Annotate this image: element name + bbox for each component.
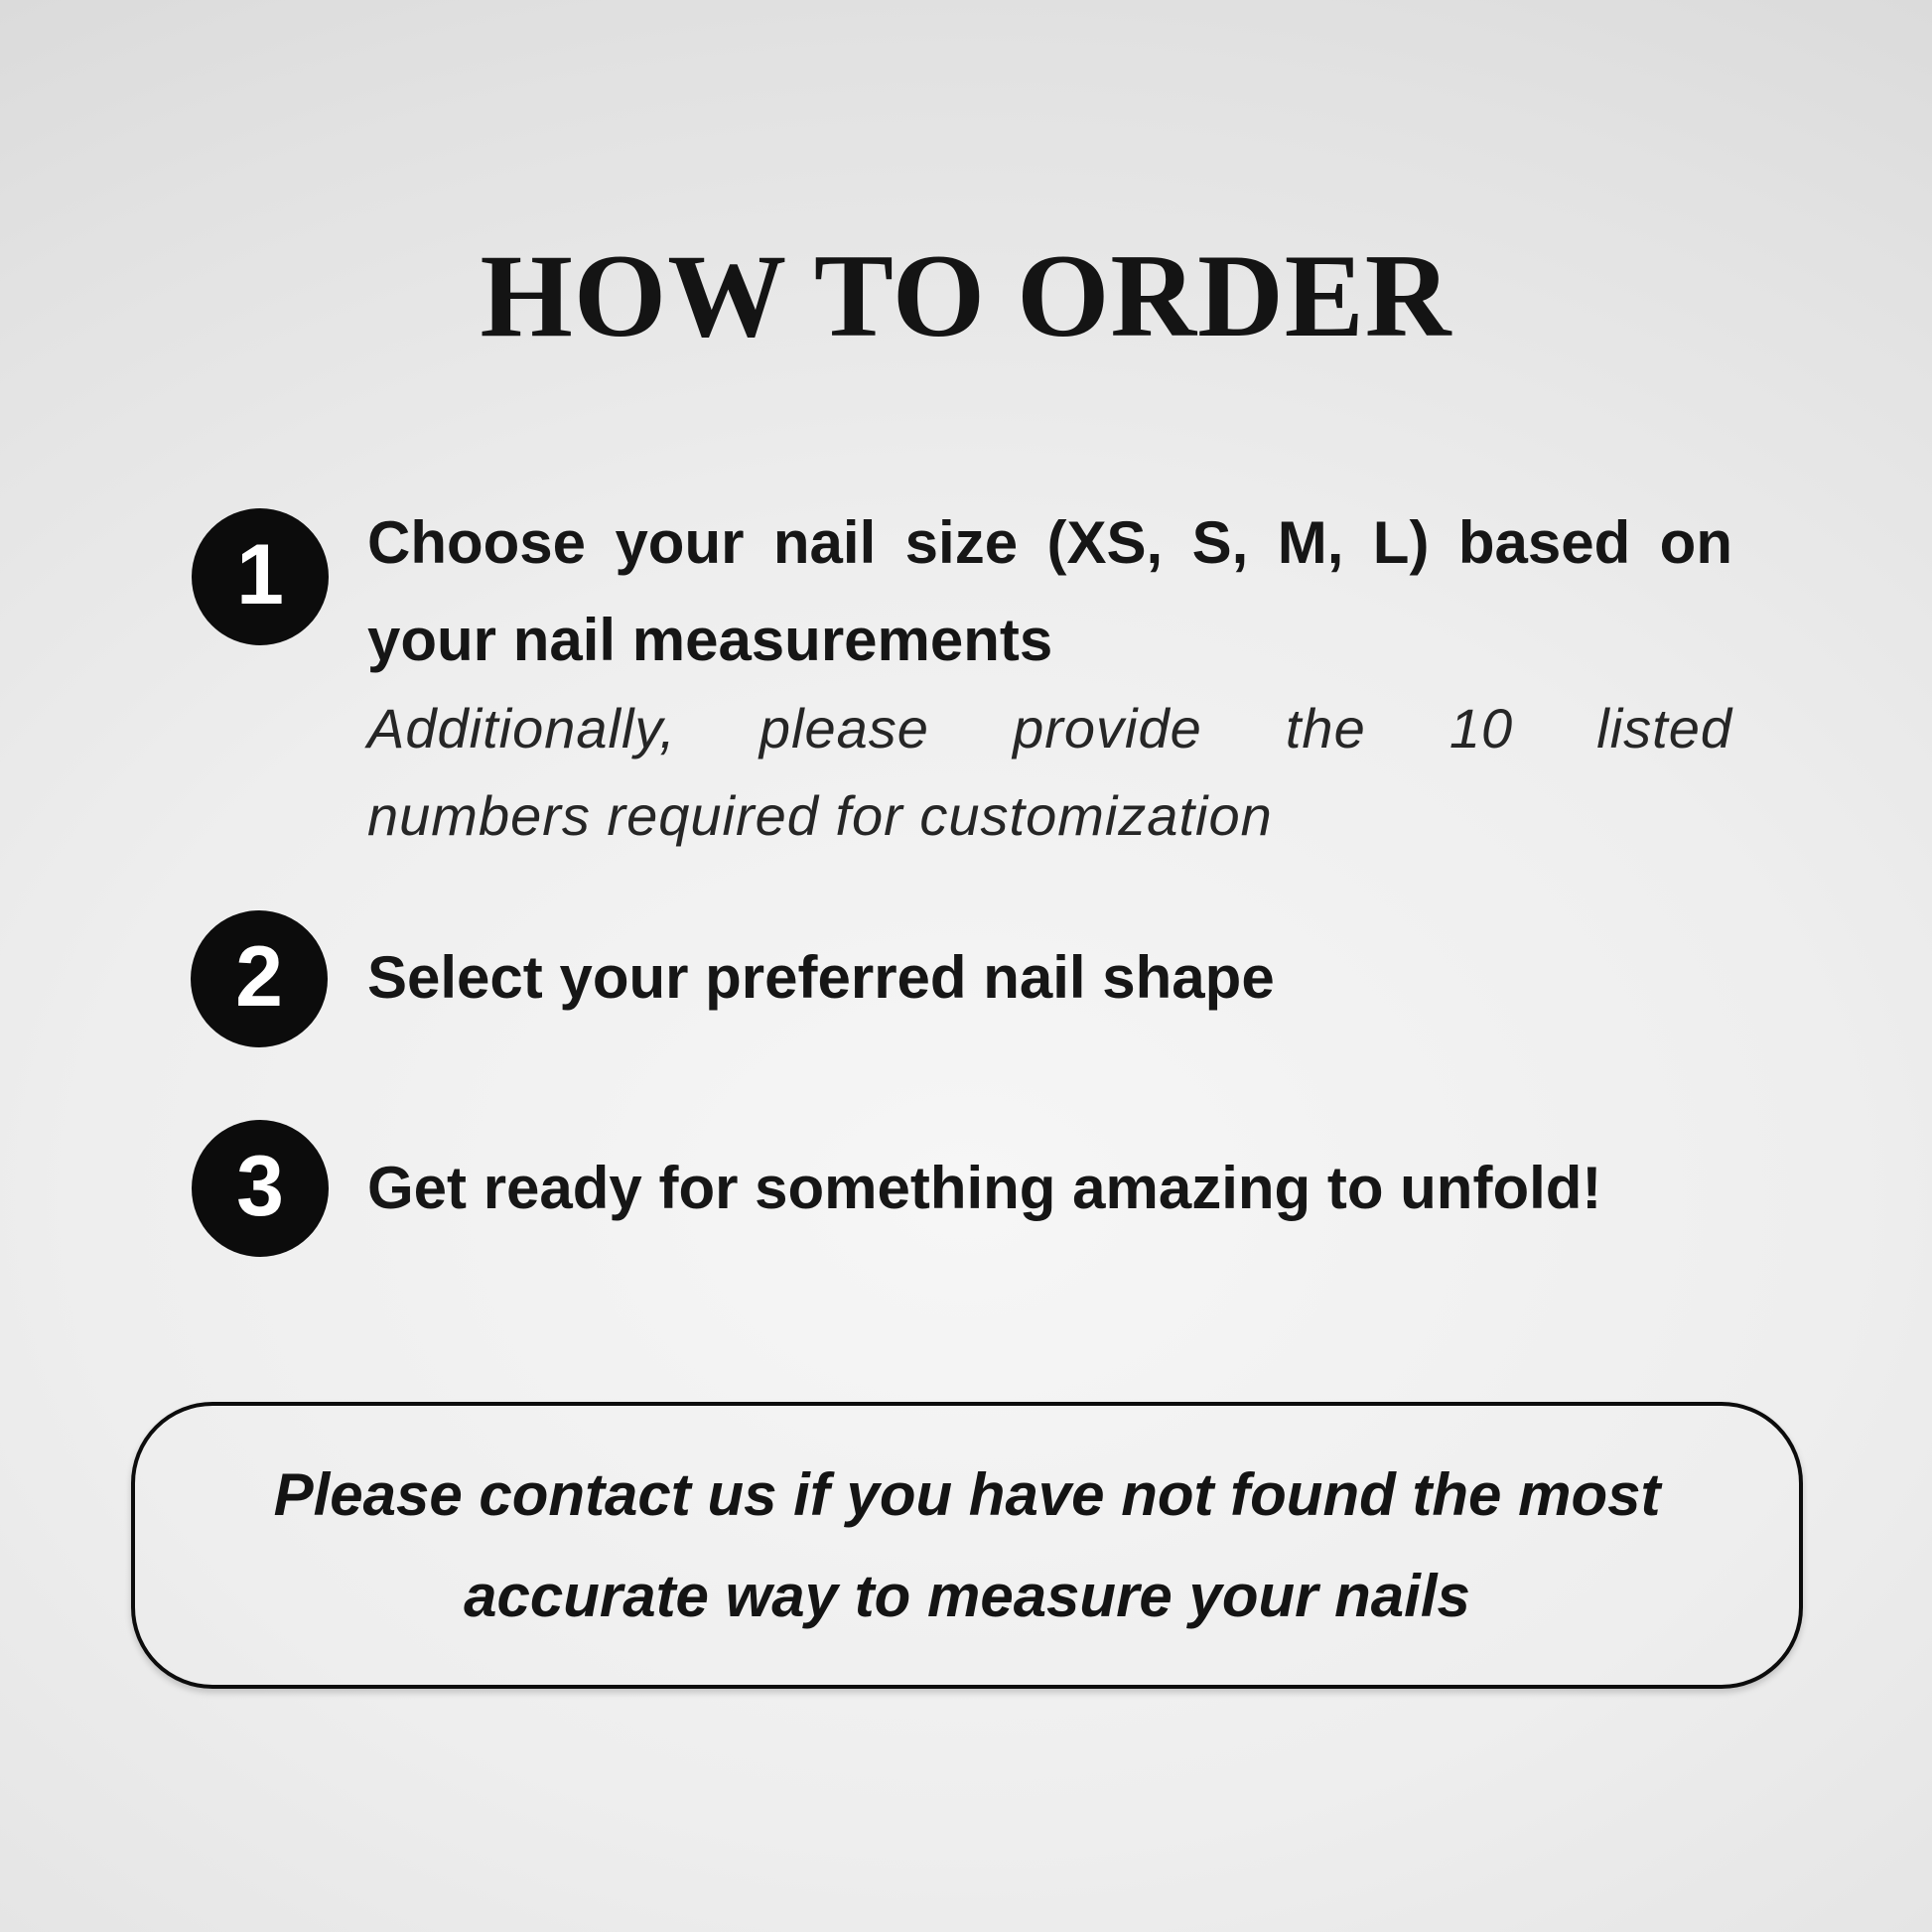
contact-note-line-1: Please contact us if you have not found the most [273,1460,1661,1528]
contact-note-line-2: accurate way to measure your nails [464,1562,1470,1629]
step-1-number-badge [192,508,329,645]
step-2-number-badge [191,910,328,1047]
step-3-text [367,1149,1732,1228]
step-3-number: 3 [236,1139,284,1234]
step-1-line-2: your nail measurements [367,607,1053,673]
step-1-note [367,685,1732,860]
step-1-text [367,494,1732,689]
step-3-line-1: Get ready for something amazing to unfold! [367,1155,1602,1221]
step-2-line-1: Select your preferred nail shape [367,944,1275,1011]
step-2-number: 2 [235,929,283,1025]
step-3-number-badge [192,1120,329,1257]
step-1-note-line-2: numbers required for customization [367,784,1273,847]
step-1-line-1: Choose your nail size (XS, S, M, L) based on [367,509,1732,576]
step-1-number: 1 [236,527,284,622]
contact-note-box [131,1402,1803,1689]
step-2-text [367,938,1732,1018]
page-title: HOW TO ORDER [480,229,1452,361]
step-1-note-line-1: Additionally, please provide the 10 listed [367,697,1732,759]
